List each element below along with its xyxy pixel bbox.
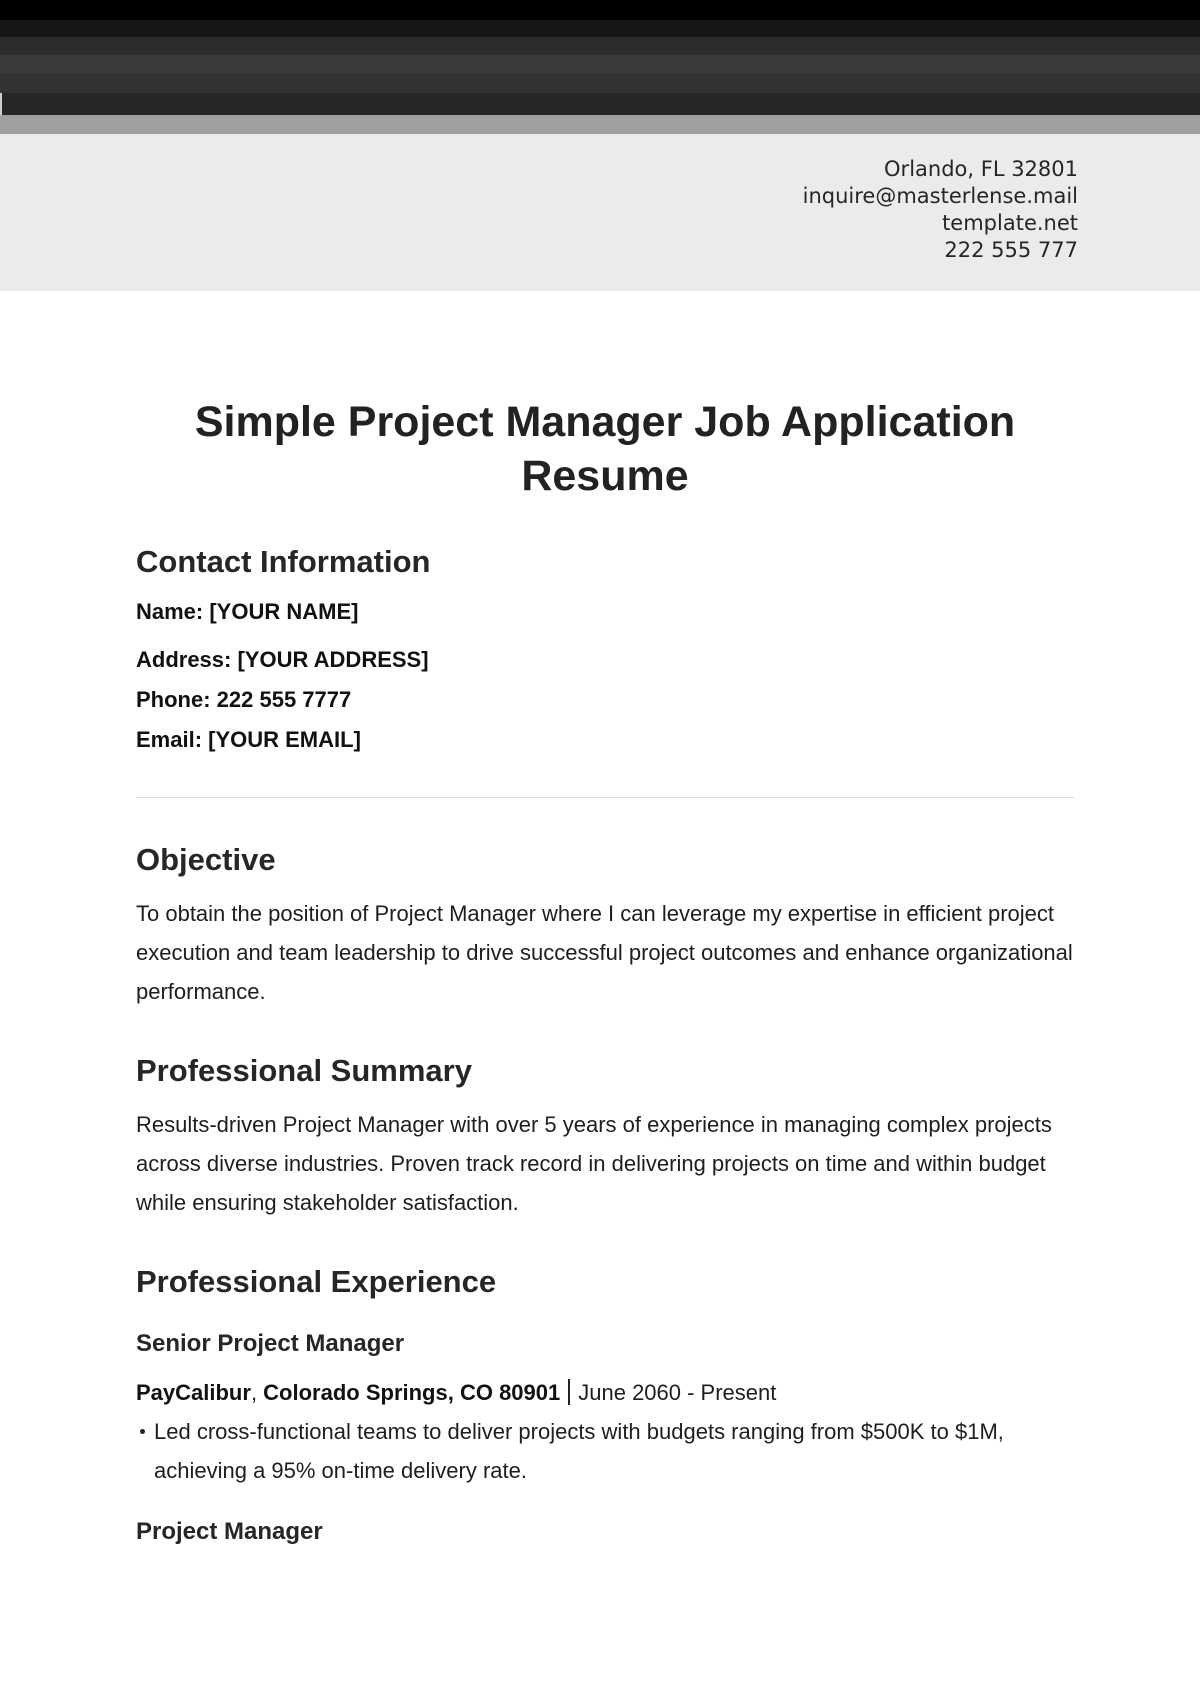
- resume-content: [136, 395, 1074, 1548]
- summary-heading: Professional Summary: [136, 1053, 472, 1088]
- banner-stripe: [0, 37, 1200, 55]
- header-contact-band: [0, 134, 1200, 291]
- experience-heading: Professional Experience: [136, 1264, 497, 1299]
- header-phone: 222 555 777: [944, 238, 1078, 262]
- phone-field: Phone: 222 555 7777: [136, 687, 352, 712]
- bullet-text: Led cross-functional teams to deliver projects with budgets ranging from $500K to $1M, achieving a 95% on-time delivery rate.: [154, 1419, 1004, 1483]
- document-title: Simple Project Manager Job Application Resume: [194, 398, 1016, 500]
- header-email[interactable]: inquire@masterlense.mail: [802, 184, 1078, 208]
- name-field: Name: [YOUR NAME]: [136, 599, 359, 624]
- banner-stripe: [0, 73, 1200, 93]
- bullet-icon: [140, 1429, 145, 1434]
- banner-stripe: [0, 0, 1200, 20]
- banner-stripe: [0, 55, 1200, 73]
- job-meta: [136, 1378, 1074, 1408]
- summary-text: Results-driven Project Manager with over 5 years of experience in managing complex projects across diverse industries. Proven track record in delivering projects on time and within budget while ensuring stakeholder satisfaction.: [136, 1112, 1052, 1215]
- experience-section: [136, 1262, 1074, 1548]
- job-title: Senior Project Manager: [136, 1330, 405, 1357]
- job-location: Colorado Springs, CO 80901: [263, 1380, 561, 1405]
- objective-text: To obtain the position of Project Manager where I can leverage my expertise in efficient project execution and team leadership to drive successful project outcomes and enhance organizational performance.: [136, 901, 1073, 1004]
- header-banner: [0, 0, 1200, 134]
- banner-stripe: [0, 20, 1200, 37]
- banner-stripe: [0, 115, 1200, 134]
- objective-heading: Objective: [136, 842, 276, 877]
- banner-stripe: [0, 93, 1200, 115]
- section-divider: [136, 797, 1074, 798]
- job-separator: ,: [250, 1380, 264, 1405]
- email-field: Email: [YOUR EMAIL]: [136, 727, 361, 752]
- job-dates: June 2060 - Present: [578, 1380, 777, 1405]
- separator-bar: [568, 1379, 570, 1405]
- job-bullets: [136, 1412, 1074, 1490]
- header-website[interactable]: template.net: [942, 211, 1078, 235]
- list-item: [136, 1412, 1074, 1490]
- contact-heading: Contact Information: [136, 544, 431, 579]
- header-address: Orlando, FL 32801: [884, 157, 1078, 181]
- objective-section: [136, 840, 1074, 1011]
- contact-section: [136, 542, 1074, 755]
- job-entry: [136, 1328, 1074, 1490]
- job-company: PayCalibur: [136, 1380, 251, 1405]
- header-contact-block: [803, 156, 1078, 264]
- address-field: Address: [YOUR ADDRESS]: [136, 647, 429, 672]
- summary-section: [136, 1051, 1074, 1222]
- job-entry: [136, 1516, 1074, 1548]
- job-title: Project Manager: [136, 1518, 323, 1545]
